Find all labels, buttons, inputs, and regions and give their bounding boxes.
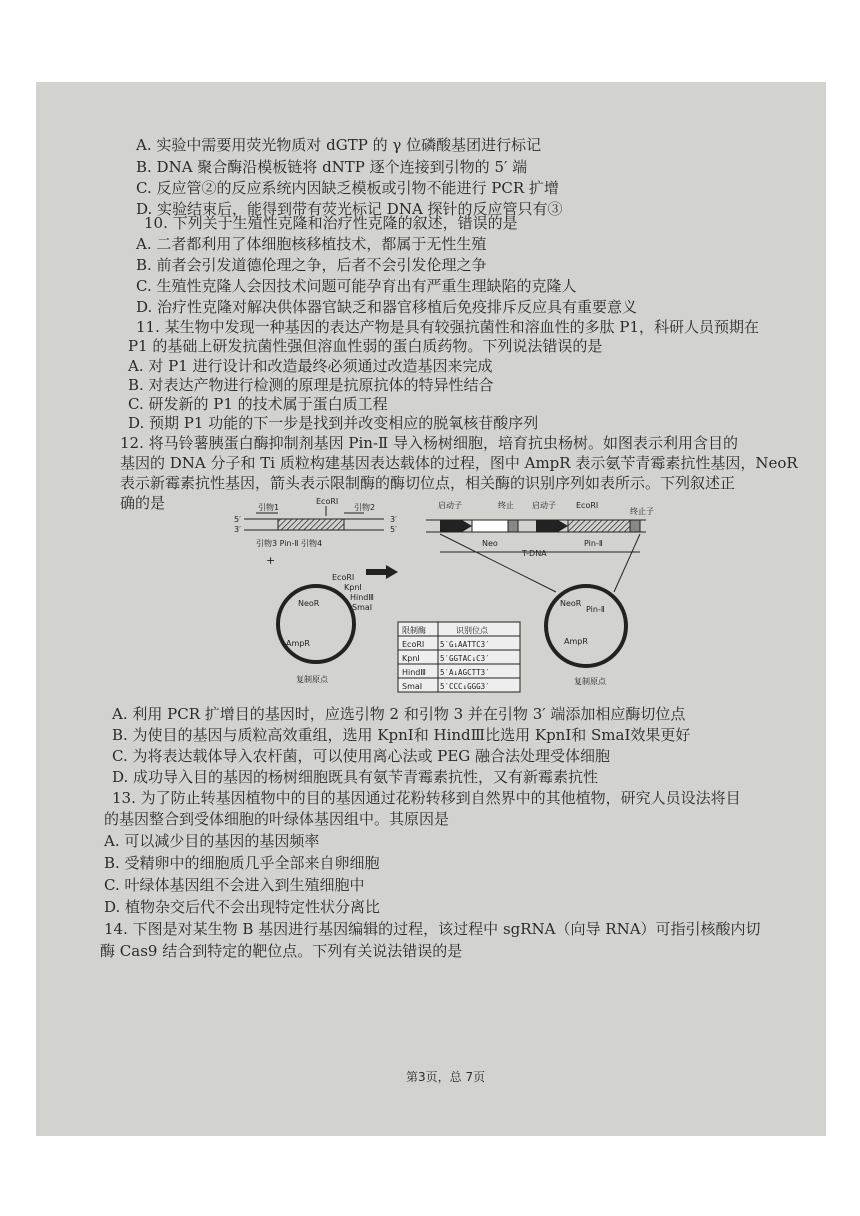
hindiii-label-plasmid: HindⅢ: [350, 593, 374, 602]
terminator-2-box: [630, 520, 640, 532]
terminator-1-box: [508, 520, 518, 532]
q13-stem-line2: 的基因整合到受体细胞的叶绿体基因组中。其原因是: [104, 810, 450, 828]
q14-stem-line2: 酶 Cas9 结合到特定的靶位点。下列有关说法错误的是: [100, 942, 463, 960]
q10-option-b: B. 前者会引发道德伦理之争，后者不会引发伦理之争: [136, 256, 487, 274]
three-prime-bottom: 3′: [234, 525, 241, 534]
neor-label-right: NeoR: [560, 599, 582, 608]
neo-box: [472, 520, 508, 532]
tdna-label: T-DNA: [522, 549, 547, 558]
promoter-1-label: 启动子: [438, 501, 462, 510]
vector-construction-diagram: [226, 494, 676, 704]
q12-option-a: A. 利用 PCR 扩增目的基因时，应选引物 2 和引物 3 并在引物 3′ 端添加相应酶切位点: [112, 705, 686, 723]
three-prime-top: 3′: [390, 515, 397, 524]
process-arrow: [366, 565, 398, 579]
primer-3-4-label: 引物3 Pin-Ⅱ 引物4: [256, 539, 323, 548]
ori-label-left: 复制原点: [296, 675, 328, 684]
five-prime-bottom: 5′: [390, 525, 397, 534]
table-header-site: 识别位点: [456, 626, 488, 635]
recombinant-plasmid: [546, 586, 626, 666]
q9-option-a: A. 实验中需要用荧光物质对 dGTP 的 γ 位磷酸基团进行标记: [136, 136, 542, 154]
q12-stem-line3: 表示新霉素抗性基因，箭头表示限制酶的酶切位点，相关酶的识别序列如表所示。下列叙述正: [120, 474, 736, 492]
terminator-2-label: 终止子: [630, 507, 654, 516]
primer-2-label: 引物2: [354, 503, 376, 512]
q12-option-c: C. 为将表达载体导入农杆菌，可以使用离心法或 PEG 融合法处理受体细胞: [112, 747, 611, 765]
q11-stem-line2: P1 的基础上研发抗菌性强但溶血性弱的蛋白质药物。下列说法错误的是: [128, 337, 603, 355]
ecori-label-gene: EcoRⅠ: [316, 497, 339, 506]
table-enzyme-ecori: EcoRⅠ: [402, 640, 425, 649]
pin-ii-tdna-box: [568, 520, 630, 532]
q12-option-d: D. 成功导入目的基因的杨树细胞既具有氨苄青霉素抗性，又有新霉素抗性: [112, 768, 599, 786]
q12-stem-line4: 确的是: [120, 494, 166, 512]
ecori-label-tdna: EcoRⅠ: [576, 501, 599, 510]
zoom-line-right: [614, 534, 640, 592]
q14-stem-line1: 14. 下图是对某生物 B 基因进行基因编辑的过程，该过程中 sgRNA（向导 RNA）可指引核酸内切: [104, 920, 761, 938]
q11-option-a: A. 对 P1 进行设计和改造最终必须通过改造基因来完成: [128, 357, 493, 375]
q10-option-d: D. 治疗性克隆对解决供体器官缺乏和器官移植后免疫排斥反应具有重要意义: [136, 298, 638, 316]
q12-stem-line1: 12. 将马铃薯胰蛋白酶抑制剂基因 Pin-Ⅱ 导入杨树细胞，培育抗虫杨树。如图表示利用含目的: [120, 434, 738, 452]
table-site-smai: 5′CCC↓GGG3′: [440, 682, 490, 691]
q13-option-b: B. 受精卵中的细胞质几乎全部来自卵细胞: [104, 854, 380, 872]
q9-option-c: C. 反应管②的反应系统内因缺乏模板或引物不能进行 PCR 扩增: [136, 179, 559, 197]
promoter-1-arrow: [440, 520, 472, 532]
q10-stem: 10. 下列关于生殖性克隆和治疗性克隆的叙述，错误的是: [144, 214, 518, 232]
table-enzyme-hindiii: HindⅢ: [402, 668, 426, 677]
page-footer: 第3页，总 7页: [406, 1070, 486, 1084]
ecori-label-plasmid: EcoRⅠ: [332, 573, 355, 582]
neo-label: Neo: [482, 539, 498, 548]
table-enzyme-kpni: KpnⅠ: [402, 654, 420, 663]
plus-sign: +: [266, 554, 276, 567]
q11-option-b: B. 对表达产物进行检测的原理是抗原抗体的特异性结合: [128, 376, 494, 394]
q13-option-d: D. 植物杂交后代不会出现特定性状分离比: [104, 898, 381, 916]
q9-option-d: D. 实验结束后，能得到带有荧光标记 DNA 探针的反应管只有③: [136, 200, 563, 218]
q10-option-a: A. 二者都利用了体细胞核移植技术，都属于无性生殖: [136, 235, 487, 253]
q11-option-d: D. 预期 P1 功能的下一步是找到并改变相应的脱氧核苷酸序列: [128, 414, 539, 432]
q13-stem-line1: 13. 为了防止转基因植物中的目的基因通过花粉转移到自然界中的其他植物，研究人员设法将目: [112, 789, 741, 807]
q12-option-b: B. 为使目的基因与质粒高效重组，选用 KpnⅠ和 HindⅢ比选用 KpnⅠ和 SmaⅠ效果更好: [112, 726, 691, 744]
ti-plasmid-original: [278, 586, 354, 662]
table-site-kpni: 5′GGTAC↓C3′: [440, 654, 490, 663]
smai-label-plasmid: SmaⅠ: [352, 603, 373, 612]
table-header-enzyme: 限制酶: [402, 626, 426, 635]
ampr-label-left: AmpR: [286, 639, 310, 648]
q12-stem-line2: 基因的 DNA 分子和 Ti 质粒构建基因表达载体的过程，图中 AmpR 表示氨苄青霉素抗性基因，NeoR: [120, 454, 798, 472]
enzyme-table: [398, 622, 520, 692]
promoter-2-label: 启动子: [532, 501, 556, 510]
q11-stem-line1: 11. 某生物中发现一种基因的表达产物是具有较强抗菌性和溶血性的多肽 P1，科研人员预期在: [136, 318, 760, 336]
promoter-2-arrow: [536, 520, 568, 532]
five-prime-top: 5′: [234, 515, 241, 524]
neor-label-left: NeoR: [298, 599, 320, 608]
q11-option-c: C. 研发新的 P1 的技术属于蛋白质工程: [128, 395, 388, 413]
table-enzyme-smai: SmaⅠ: [402, 682, 423, 691]
exam-page: [36, 82, 826, 1136]
pin-ii-plasmid-label: Pin-Ⅱ: [586, 605, 605, 614]
pin-ii-tdna-label: Pin-Ⅱ: [584, 539, 603, 548]
q13-option-c: C. 叶绿体基因组不会进入到生殖细胞中: [104, 876, 365, 894]
ampr-label-right: AmpR: [564, 637, 588, 646]
pin-ii-gene: [278, 519, 344, 530]
ori-label-right: 复制原点: [574, 677, 606, 686]
table-site-hindiii: 5′A↓AGCTT3′: [440, 668, 490, 677]
q13-option-a: A. 可以减少目的基因的基因频率: [104, 832, 320, 850]
table-site-ecori: 5′G↓AATTC3′: [440, 640, 490, 649]
q10-option-c: C. 生殖性克隆人会因技术问题可能孕育出有严重生理缺陷的克隆人: [136, 277, 577, 295]
kpni-label-plasmid: KpnⅠ: [344, 583, 362, 592]
primer-1-label: 引物1: [258, 503, 280, 512]
zoom-line-left: [440, 534, 556, 592]
terminator-1-label: 终止: [498, 501, 514, 510]
q9-option-b: B. DNA 聚合酶沿模板链将 dNTP 逐个连接到引物的 5′ 端: [136, 158, 528, 176]
